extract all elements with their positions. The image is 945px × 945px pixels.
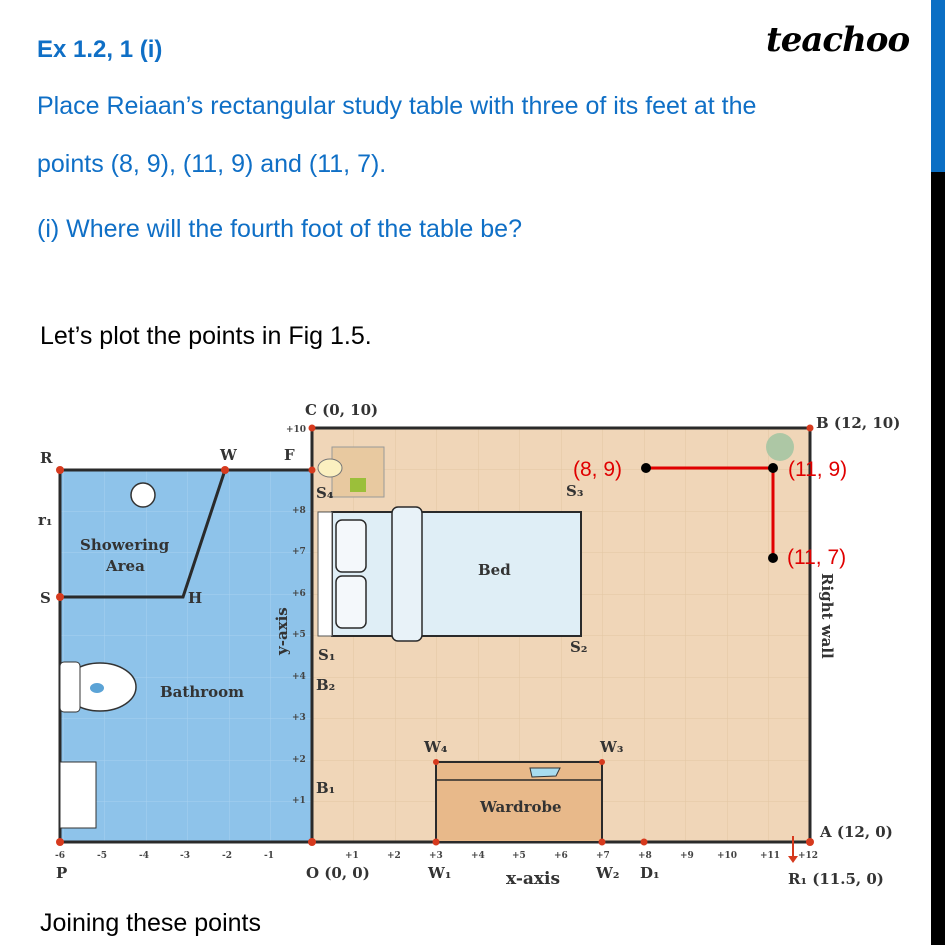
w3-label: W₃ [600,738,624,756]
s4-label: S₄ [316,484,334,502]
d1-label: D₁ [640,864,660,882]
corner-a-label: A (12, 0) [820,823,893,841]
right-wall-label: Right wall [818,573,836,659]
svg-text:-1: -1 [264,851,274,861]
svg-text:+2: +2 [292,755,306,765]
shower-label-2: Area [106,557,145,575]
svg-text:+8: +8 [638,851,652,861]
svg-text:-3: -3 [180,851,190,861]
svg-text:+7: +7 [596,851,610,861]
slide-side-bar [931,172,945,945]
x-axis-ticks [55,851,818,861]
point-11-7-label: (11, 7) [787,546,847,569]
s-label: S [40,589,51,607]
s3-label: S₃ [566,482,584,500]
question-line-1: Place Reiaan’s rectangular study table with three of its feet at the [37,92,757,120]
svg-text:+5: +5 [292,630,306,640]
svg-text:+10: +10 [717,851,738,861]
slide-accent-bar [931,0,945,172]
bathroom-label: Bathroom [160,683,245,701]
w-label: W [220,446,237,464]
w2-label: W₂ [596,864,620,882]
r1-small-label: r₁ [38,511,53,529]
w1-label: W₁ [428,864,452,882]
intro-text: Let’s plot the points in Fig 1.5. [40,322,372,350]
w4-label: W₄ [424,738,448,756]
wardrobe-label: Wardrobe [480,798,562,816]
origin-label: O (0, 0) [306,864,370,882]
corner-b-label: B (12, 10) [816,414,901,432]
svg-text:-6: -6 [55,851,65,861]
corner-c-label: C (0, 10) [305,401,379,419]
r1-label: R₁ (11.5, 0) [788,870,884,888]
y-axis-label: y-axis [273,607,291,655]
svg-text:+4: +4 [292,672,306,682]
point-11-9 [768,463,778,473]
point-11-7 [768,553,778,563]
svg-text:-5: -5 [97,851,107,861]
b1-label: B₁ [316,779,336,797]
conclusion-text: Joining these points [40,909,261,937]
point-8-9 [641,463,651,473]
question-line-2: points (8, 9), (11, 9) and (11, 7). [37,150,387,178]
svg-text:+5: +5 [512,851,526,861]
bed-label: Bed [478,561,511,579]
point-11-9-label: (11, 9) [788,458,848,481]
svg-text:+3: +3 [429,851,443,861]
svg-text:+10: +10 [286,425,307,435]
f-label: F [284,446,295,464]
svg-text:-4: -4 [139,851,149,861]
shower-label: Showering [80,536,170,554]
svg-text:+1: +1 [345,851,359,861]
svg-text:+1: +1 [292,796,306,806]
svg-text:-2: -2 [222,851,232,861]
p-label: P [56,864,68,882]
floor-plan-diagram [0,395,930,895]
exercise-title: Ex 1.2, 1 (i) [37,36,163,63]
svg-text:+8: +8 [292,506,306,516]
question-line-3: (i) Where will the fourth foot of the table be? [37,215,522,243]
x-axis-label: x-axis [506,869,561,889]
b2-label: B₂ [316,676,336,694]
svg-text:+11: +11 [760,851,781,861]
point-8-9-label: (8, 9) [573,458,623,481]
svg-text:+9: +9 [680,851,694,861]
teachoo-logo: teachoo [766,20,910,60]
bed [332,512,581,636]
s1-label: S₁ [318,646,336,664]
s2-label: S₂ [570,638,588,656]
h-label: H [188,589,203,607]
svg-text:+6: +6 [554,851,568,861]
r-label: R [40,449,53,467]
svg-text:+12: +12 [798,851,819,861]
svg-text:+6: +6 [292,589,306,599]
svg-text:+7: +7 [292,547,306,557]
svg-text:+3: +3 [292,713,306,723]
svg-text:+2: +2 [387,851,401,861]
svg-text:+4: +4 [471,851,485,861]
